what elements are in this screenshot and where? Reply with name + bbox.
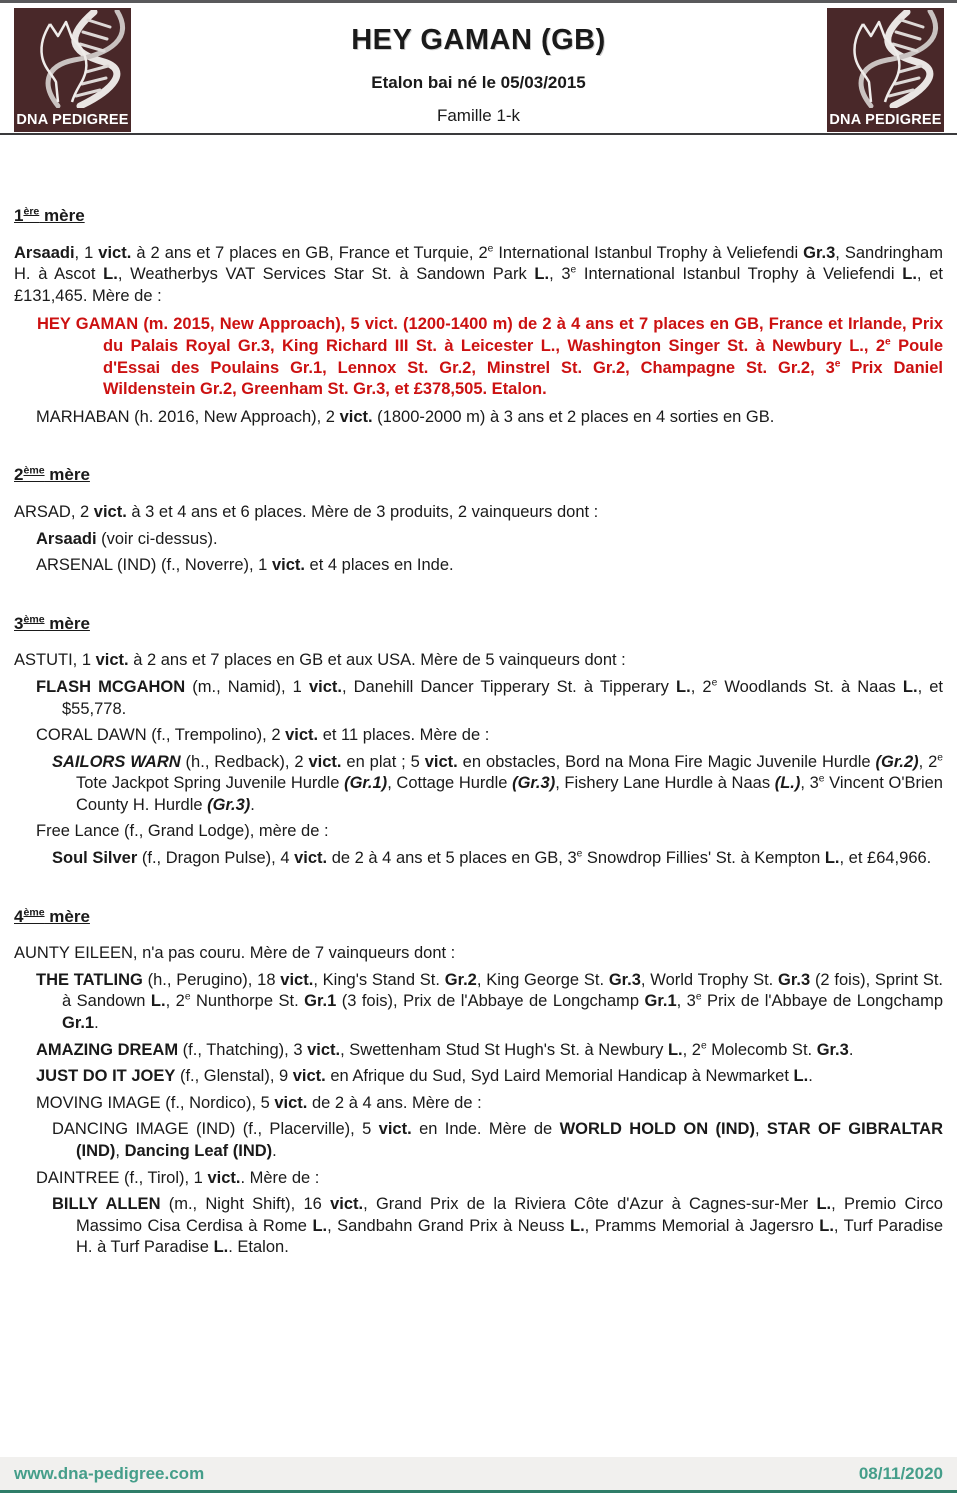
text-run: L. — [150, 992, 166, 1011]
text-run: Gr.3 — [778, 970, 811, 989]
footer-website: www.dna-pedigree.com — [14, 1463, 205, 1483]
title-block — [0, 0, 957, 126]
text-run: L. — [667, 1040, 683, 1059]
pedigree-section — [14, 205, 943, 428]
pedigree-paragraph: MOVING IMAGE (f., Nordico), 5 vict. de 2 à 4 ans. Mère de : — [36, 1093, 482, 1112]
text-run: ère — [23, 205, 40, 218]
pedigree-paragraph: Soul Silver (f., Dragon Pulse), 4 vict. de 2 à 4 ans et 5 places en GB, 3e Snowdrop Fillies' St. à Kempton L., et £64,966. — [52, 848, 932, 868]
text-run: L. — [819, 1216, 834, 1235]
text-run: ème — [23, 464, 45, 477]
horse-dna-icon — [16, 10, 129, 108]
pedigree-paragraph: ARSAD, 2 vict. à 3 et 4 ans et 6 places. Mère de 3 produits, 2 vainqueurs dont : — [14, 502, 599, 521]
text-run: WORLD HOLD ON (IND) — [559, 1120, 755, 1139]
text-run: Gr.1 — [62, 1014, 95, 1033]
text-run: vict. — [294, 849, 328, 868]
text-run: Gr.3 — [803, 243, 836, 262]
pedigree-paragraph: CORAL DAWN (f., Trempolino), 2 vict. et 11 places. Mère de : — [36, 726, 490, 745]
text-run: L. — [902, 265, 917, 284]
text-run: L. — [103, 265, 118, 284]
pedigree-paragraph: DANCING IMAGE (IND) (f., Placerville), 5 vict. en Inde. Mère de WORLD HOLD ON (IND), STAR OF GIBRALTAR (IND), Dancing Leaf (IND). — [52, 1120, 943, 1160]
text-run: Gr.2 — [444, 970, 477, 989]
text-run: e — [885, 336, 891, 348]
pedigree-paragraph: ARSENAL (IND) (f., Noverre), 1 vict. et 4 places en Inde. — [36, 556, 454, 575]
pedigree-paragraph: BILLY ALLEN (m., Night Shift), 16 vict., Grand Prix de la Riviera Côte d'Azur à Cagnes-sur-Mer L., Premio Circo Massimo Cisa Cerdisa à Rome L., Sandbahn Grand Prix à Neuss L., Pramms Memorial à Jagersro L., Turf Paradise H. à Turf Paradise L.. Etalon. — [52, 1195, 943, 1257]
text-run: Soul Silver — [52, 849, 138, 868]
text-run: L. — [213, 1238, 229, 1257]
text-run: e — [834, 358, 841, 370]
text-run: ème — [23, 613, 45, 626]
dna-pedigree-logo-right — [827, 8, 944, 132]
text-run: vict. — [274, 1093, 308, 1112]
text-run: vict. — [285, 726, 319, 745]
text-run: e — [700, 1040, 707, 1052]
text-run: Gr.1 — [304, 992, 337, 1011]
text-run: e — [711, 677, 718, 689]
pedigree-paragraph: DAINTREE (f., Tirol), 1 vict.. Mère de : — [36, 1168, 320, 1187]
text-run: L. — [816, 1195, 832, 1214]
pedigree-content — [0, 205, 957, 1259]
text-run: (Gr.3) — [207, 795, 251, 814]
text-run: vict. — [280, 970, 314, 989]
pedigree-paragraph: AMAZING DREAM (f., Thatching), 3 vict., Swettenham Stud St Hugh's St. à Newbury L., 2e Molecomb St. Gr.3. — [36, 1040, 854, 1059]
section-heading: 3ème mère — [14, 613, 90, 633]
text-run: SAILORS WARN — [52, 752, 181, 771]
text-run: vict. — [292, 1067, 326, 1086]
pedigree-section — [14, 906, 943, 1259]
text-run: vict. — [308, 752, 342, 771]
pedigree-paragraph: Arsaadi (voir ci-dessus). — [36, 529, 218, 548]
text-run: (Gr.3) — [512, 774, 556, 793]
pedigree-paragraph: FLASH MCGAHON (m., Namid), 1 vict., Danehill Dancer Tipperary St. à Tipperary L., 2e Woodlands St. à Naas L., et $55,778. — [36, 677, 944, 718]
text-run: Gr.3 — [608, 970, 641, 989]
text-run: L. — [793, 1067, 809, 1086]
text-run: THE TATLING — [36, 970, 143, 989]
pedigree-paragraph: ASTUTI, 1 vict. à 2 ans et 7 places en GB et aux USA. Mère de 5 vainqueurs dont : — [14, 651, 626, 670]
text-run: (Gr.2) — [875, 752, 919, 771]
text-run: e — [487, 243, 494, 255]
pedigree-section — [14, 613, 943, 870]
text-run: Gr.1 — [644, 992, 677, 1011]
text-run: vict. — [98, 243, 132, 262]
text-run: Dancing Leaf (IND) — [124, 1142, 273, 1160]
pedigree-paragraph: Free Lance (f., Grand Lodge), mère de : — [36, 822, 329, 841]
horse-description: Etalon bai né le 05/03/2015 — [371, 73, 586, 92]
family-label: Famille 1-k — [436, 106, 521, 125]
text-run: L. — [676, 677, 691, 696]
document-footer — [0, 1457, 957, 1493]
text-run: L. — [824, 849, 840, 868]
text-run: e — [937, 752, 943, 764]
text-run: vict. — [207, 1168, 241, 1187]
text-run: vict. — [93, 502, 127, 521]
text-run: FLASH MCGAHON — [36, 677, 186, 696]
text-run: (L.) — [774, 774, 801, 793]
text-run: STAR OF GIBRALTAR (IND) — [76, 1120, 943, 1160]
pedigree-paragraph: MARHABAN (h. 2016, New Approach), 2 vict. (1800-2000 m) à 3 ans et 2 places en 4 sorties en GB. — [36, 407, 775, 426]
text-run: Arsaadi — [14, 243, 75, 262]
pedigree-paragraph: AUNTY EILEEN, n'a pas couru. Mère de 7 vainqueurs dont : — [14, 944, 456, 963]
text-run: JUST DO IT JOEY — [36, 1067, 176, 1086]
text-run: vict. — [339, 407, 373, 426]
text-run: e — [576, 848, 583, 860]
logo-label: DNA PEDIGREE — [16, 112, 129, 128]
dna-pedigree-logo-left — [14, 8, 131, 132]
pedigree-paragraph: HEY GAMAN (m. 2015, New Approach), 5 vict. (1200-1400 m) de 2 à 4 ans et 7 places en GB, France et Irlande, Prix du Palais Royal Gr.3, King Richard III St. à Leicester L., Washington Singer St. à Newbury L., 2e Poule d'Essai des Poulains Gr.1, Lennox St. Gr.2, Minstrel St. Gr.2, Champagne St. Gr.2, 3e Prix Daniel Wildenstein Gr.2, Greenham St. Gr.3, et £378,505. Etalon. — [37, 315, 944, 399]
text-run: e — [818, 773, 825, 785]
text-run: Arsaadi — [36, 529, 97, 548]
text-run: BILLY ALLEN — [52, 1195, 161, 1214]
text-run: L. — [570, 1216, 585, 1235]
pedigree-paragraph: Arsaadi, 1 vict. à 2 ans et 7 places en GB, France et Turquie, 2e International Istanbul Trophy à Veliefendi Gr.3, Sandringham H. à Ascot L., Weatherbys VAT Services Star St. à Sandown Park L., 3e International Istanbul Trophy à Veliefendi L., et £131,465. Mère de : — [14, 243, 943, 305]
page-title: HEY GAMAN (GB) — [351, 24, 606, 56]
section-heading: 1ère mère — [14, 205, 85, 225]
text-run: AMAZING DREAM — [36, 1040, 179, 1059]
section-heading: 2ème mère — [14, 464, 90, 485]
text-run: vict. — [95, 651, 129, 670]
text-run: vict. — [330, 1195, 364, 1214]
text-run: L. — [312, 1216, 328, 1235]
footer-date: 08/11/2020 — [858, 1463, 943, 1483]
pedigree-section — [14, 464, 943, 576]
logo-label: DNA PEDIGREE — [829, 112, 942, 128]
pedigree-paragraph: JUST DO IT JOEY (f., Glenstal), 9 vict. en Afrique du Sud, Syd Laird Memorial Handicap à Newmarket L.. — [36, 1067, 813, 1086]
text-run: e — [570, 264, 577, 276]
text-run: vict. — [307, 1040, 341, 1059]
document-header — [0, 0, 957, 135]
text-run: ème — [23, 906, 45, 918]
text-run: vict. — [424, 752, 458, 771]
pedigree-paragraph: THE TATLING (h., Perugino), 18 vict., King's Stand St. Gr.2, King George St. Gr.3, World Trophy St. Gr.3 (2 fois), Sprint St. à Sandown L., 2e Nunthorpe St. Gr.1 (3 fois), Prix de l'Abbaye de Longchamp Gr.1, 3e Prix de l'Abbaye de Longchamp Gr.1. — [36, 970, 943, 1033]
section-heading: 4ème mère — [14, 906, 90, 926]
text-run: vict. — [378, 1120, 412, 1139]
text-run: L. — [534, 265, 550, 284]
text-run: Gr.3 — [816, 1040, 849, 1059]
pedigree-paragraph: SAILORS WARN (h., Redback), 2 vict. en plat ; 5 vict. en obstacles, Bord na Mona Fire Magic Juvenile Hurdle (Gr.2), 2e Tote Jackpot Spring Juvenile Hurdle (Gr.1), Cottage Hurdle (Gr.3), Fishery Lane Hurdle à Naas (L.), 3e Vincent O'Brien County H. Hurdle (Gr.3). — [52, 752, 943, 814]
text-run: vict. — [308, 677, 342, 696]
horse-dna-icon — [829, 10, 942, 108]
text-run: vict. — [271, 556, 305, 575]
text-run: (Gr.1) — [344, 774, 388, 793]
text-run: e — [184, 991, 191, 1003]
text-run: L. — [902, 677, 918, 696]
text-run: e — [695, 991, 702, 1003]
